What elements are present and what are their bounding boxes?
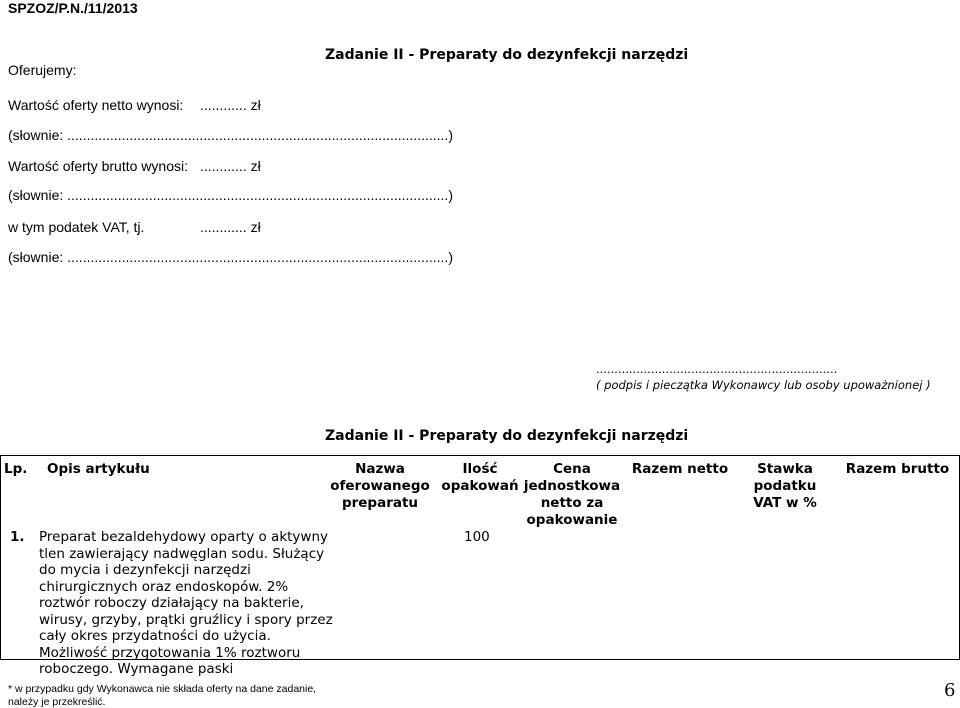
net-value-field: ............ zł (200, 97, 261, 113)
gross-value-label: Wartość oferty brutto wynosi: (8, 158, 188, 174)
header-product-name: Nazwa oferowanego preparatu (330, 461, 430, 511)
vat-value-field: ............ zł (200, 219, 261, 235)
table-title: Zadanie II - Preparaty do dezynfekcji narzędzi (325, 428, 689, 444)
vat-words-field: (słownie: ..................................................................................................) (8, 249, 453, 265)
document-code: SPZOZ/P.N./11/2013 (8, 0, 138, 16)
footnote-line-2: należy je przekreślić. (8, 695, 106, 708)
task-title: Zadanie II - Preparaty do dezynfekcji narzędzi (325, 47, 689, 63)
header-vat-rate: Stawka podatku VAT w % (753, 461, 817, 511)
signature-dots: .................................................................. (596, 362, 838, 376)
page-number: 6 (944, 680, 956, 701)
header-gross-total: Razem brutto (845, 461, 950, 477)
row-lp: 1. (10, 529, 25, 545)
offerer-label: Oferujemy: (8, 62, 77, 78)
net-words-field: (słownie: ..................................................................................................) (8, 127, 453, 143)
header-unit-price: Cena jednostkowa netto za opakowanie (523, 461, 621, 528)
footnote (8, 683, 316, 708)
vat-label: w tym podatek VAT, tj. (8, 219, 145, 235)
table-left-border (0, 455, 1, 660)
signature-caption: ( podpis i pieczątka Wykonawcy lub osoby upoważnionej ) (596, 378, 931, 392)
row-description: Preparat bezaldehydowy oparty o aktywny tlen zawierający nadwęglan sodu. Służący do mycia i dezynfekcji narzędzi chirurgicznych oraz endoskopów. 2% roztwór roboczy działający na bakterie, wirusy, grzyby, prątki gruźlicy i spory przez cały okres przydatności do użycia. Możliwość przygotowania 1% roztworu roboczego. Wymagane paski (39, 529, 333, 677)
table-top-border (0, 455, 960, 456)
row-quantity: 100 (464, 529, 490, 545)
header-description: Opis artykułu (47, 461, 150, 477)
header-quantity: Ilość opakowań (441, 461, 519, 494)
footnote-line-1: * w przypadku gdy Wykonawca nie składa oferty na dane zadanie, (8, 683, 317, 695)
header-lp: Lp. (4, 461, 28, 477)
gross-value-field: ............ zł (200, 158, 261, 174)
gross-words-field: (słownie: ..................................................................................................) (8, 187, 453, 203)
header-net-total: Razem netto (631, 461, 729, 477)
net-value-label: Wartość oferty netto wynosi: (8, 97, 184, 113)
